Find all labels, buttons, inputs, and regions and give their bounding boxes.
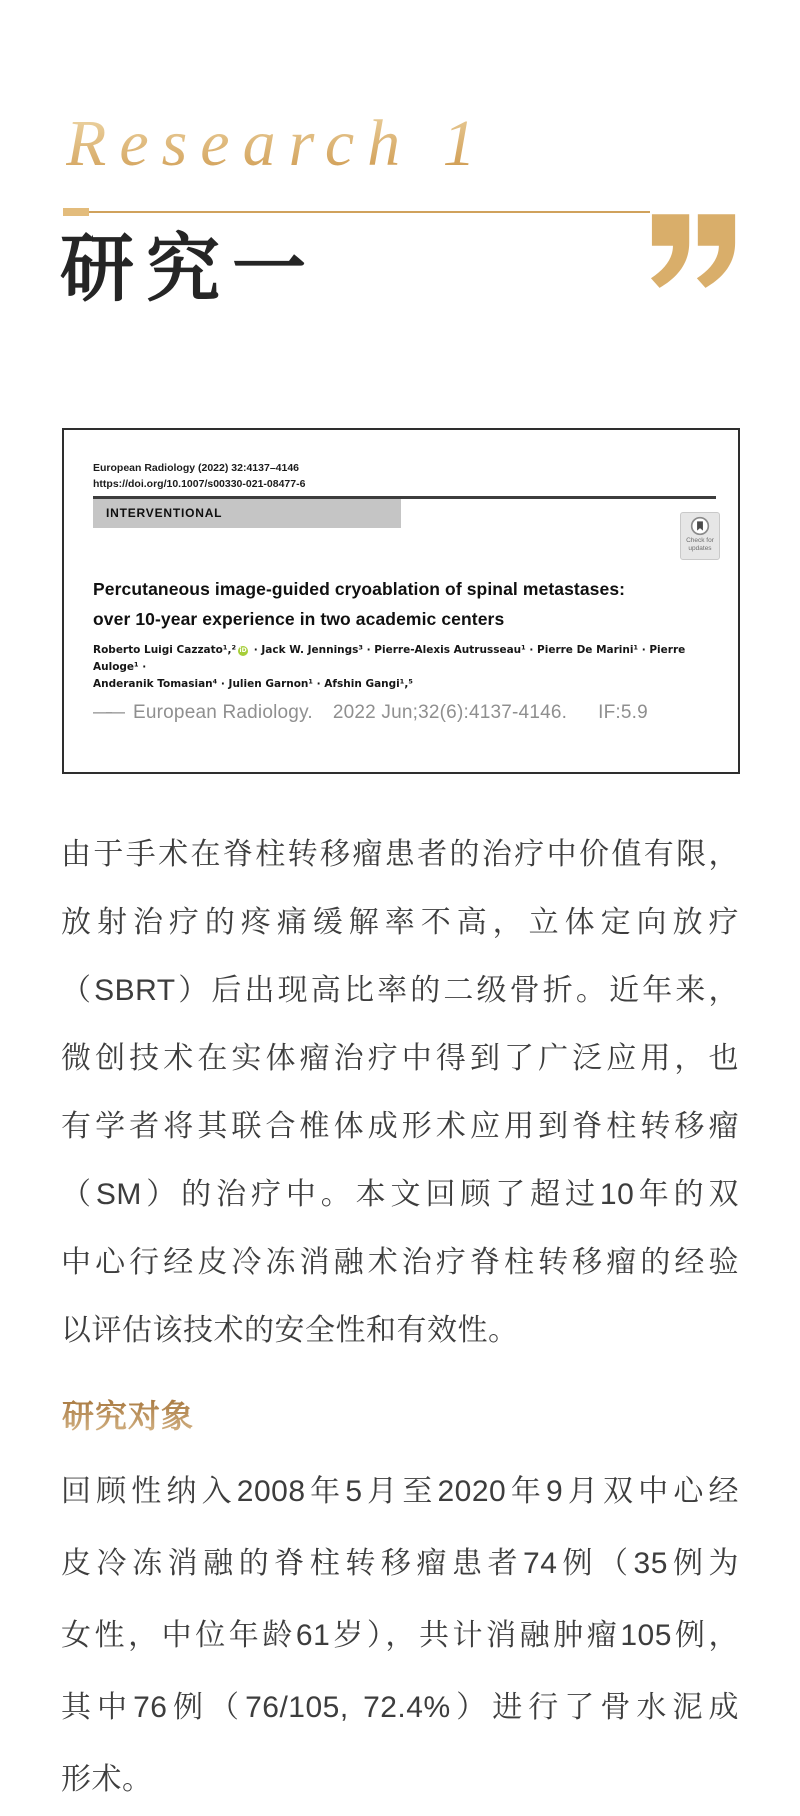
check-icon (690, 516, 710, 536)
text-line: 其中76例（76/105, 72.4%）进行了骨水泥成 (61, 1691, 739, 1724)
paper-citation (93, 702, 648, 724)
doi-line: https://doi.org/10.1007/s00330-021-08477-6 (93, 478, 306, 490)
text-line: （SM）的治疗中。本文回顾了超过10年的双 (61, 1178, 739, 1211)
section-paragraph (61, 1456, 739, 1816)
text-line: 回顾性纳入2008年5月至2020年9月双中心经 (61, 1475, 739, 1508)
page-title: 研究一 (60, 229, 318, 311)
divider-line (89, 211, 650, 213)
text-line: 微创技术在实体瘤治疗中得到了广泛应用，也 (61, 1042, 739, 1075)
research-eyebrow: Research 1 (66, 104, 489, 183)
text-line: 中心行经皮冷冻消融术治疗脊柱转移瘤的经验 (61, 1246, 739, 1279)
journal-header (93, 460, 305, 492)
paper-title: Percutaneous image-guided cryoablation of spinal metastases: over 10-year experience in two academic centers (93, 579, 626, 629)
text-line: 皮冷冻消融的脊柱转移瘤患者74例（35例为 (61, 1547, 739, 1580)
paper-card (62, 428, 740, 774)
citation-dash: —— (93, 702, 119, 723)
citation-journal: European Radiology. (133, 702, 313, 723)
citation-impact-factor: IF:5.9 (598, 702, 648, 723)
check-for-updates-badge[interactable] (680, 512, 720, 560)
section-heading: 研究对象 (62, 1392, 194, 1440)
quote-icon (650, 214, 738, 289)
text-line: 形术。 (61, 1763, 153, 1796)
text-line: 由于手术在脊柱转移瘤患者的治疗中价值有限， (61, 838, 739, 871)
text-line: 女性，中位年龄61岁），共计消融肿瘤105例， (61, 1619, 739, 1652)
badge-label: Check for updates (686, 537, 714, 552)
paper-authors (93, 642, 714, 693)
text-line: （SBRT）后出现高比率的二级骨折。近年来， (61, 974, 739, 1007)
author-segment: Anderanik Tomasian⁴ · Julien Garnon¹ · Afshin Gangi¹,⁵ (93, 678, 413, 690)
text-line: 有学者将其联合椎体成形术应用到脊柱转移瘤 (61, 1110, 739, 1143)
interventional-band: INTERVENTIONAL (93, 499, 401, 528)
text-line: 放射治疗的疼痛缓解率不高，立体定向放疗 (61, 906, 739, 939)
intro-paragraph (61, 821, 739, 1365)
author-segment: · Jack W. Jennings³ · Pierre-Alexis Autrusseau¹ · Pierre De Marini¹ · Pierre Auloge¹ · (93, 644, 686, 673)
journal-line: European Radiology (2022) 32:4137–4146 (93, 462, 300, 474)
orcid-icon: iD (239, 647, 247, 654)
citation-issue: 2022 Jun;32(6):4137-4146. (332, 702, 568, 723)
text-line: 以评估该技术的安全性和有效性。 (61, 1314, 519, 1347)
gold-divider (63, 206, 650, 218)
author-segment: Roberto Luigi Cazzato¹,² (93, 644, 237, 656)
divider-accent (63, 208, 89, 216)
